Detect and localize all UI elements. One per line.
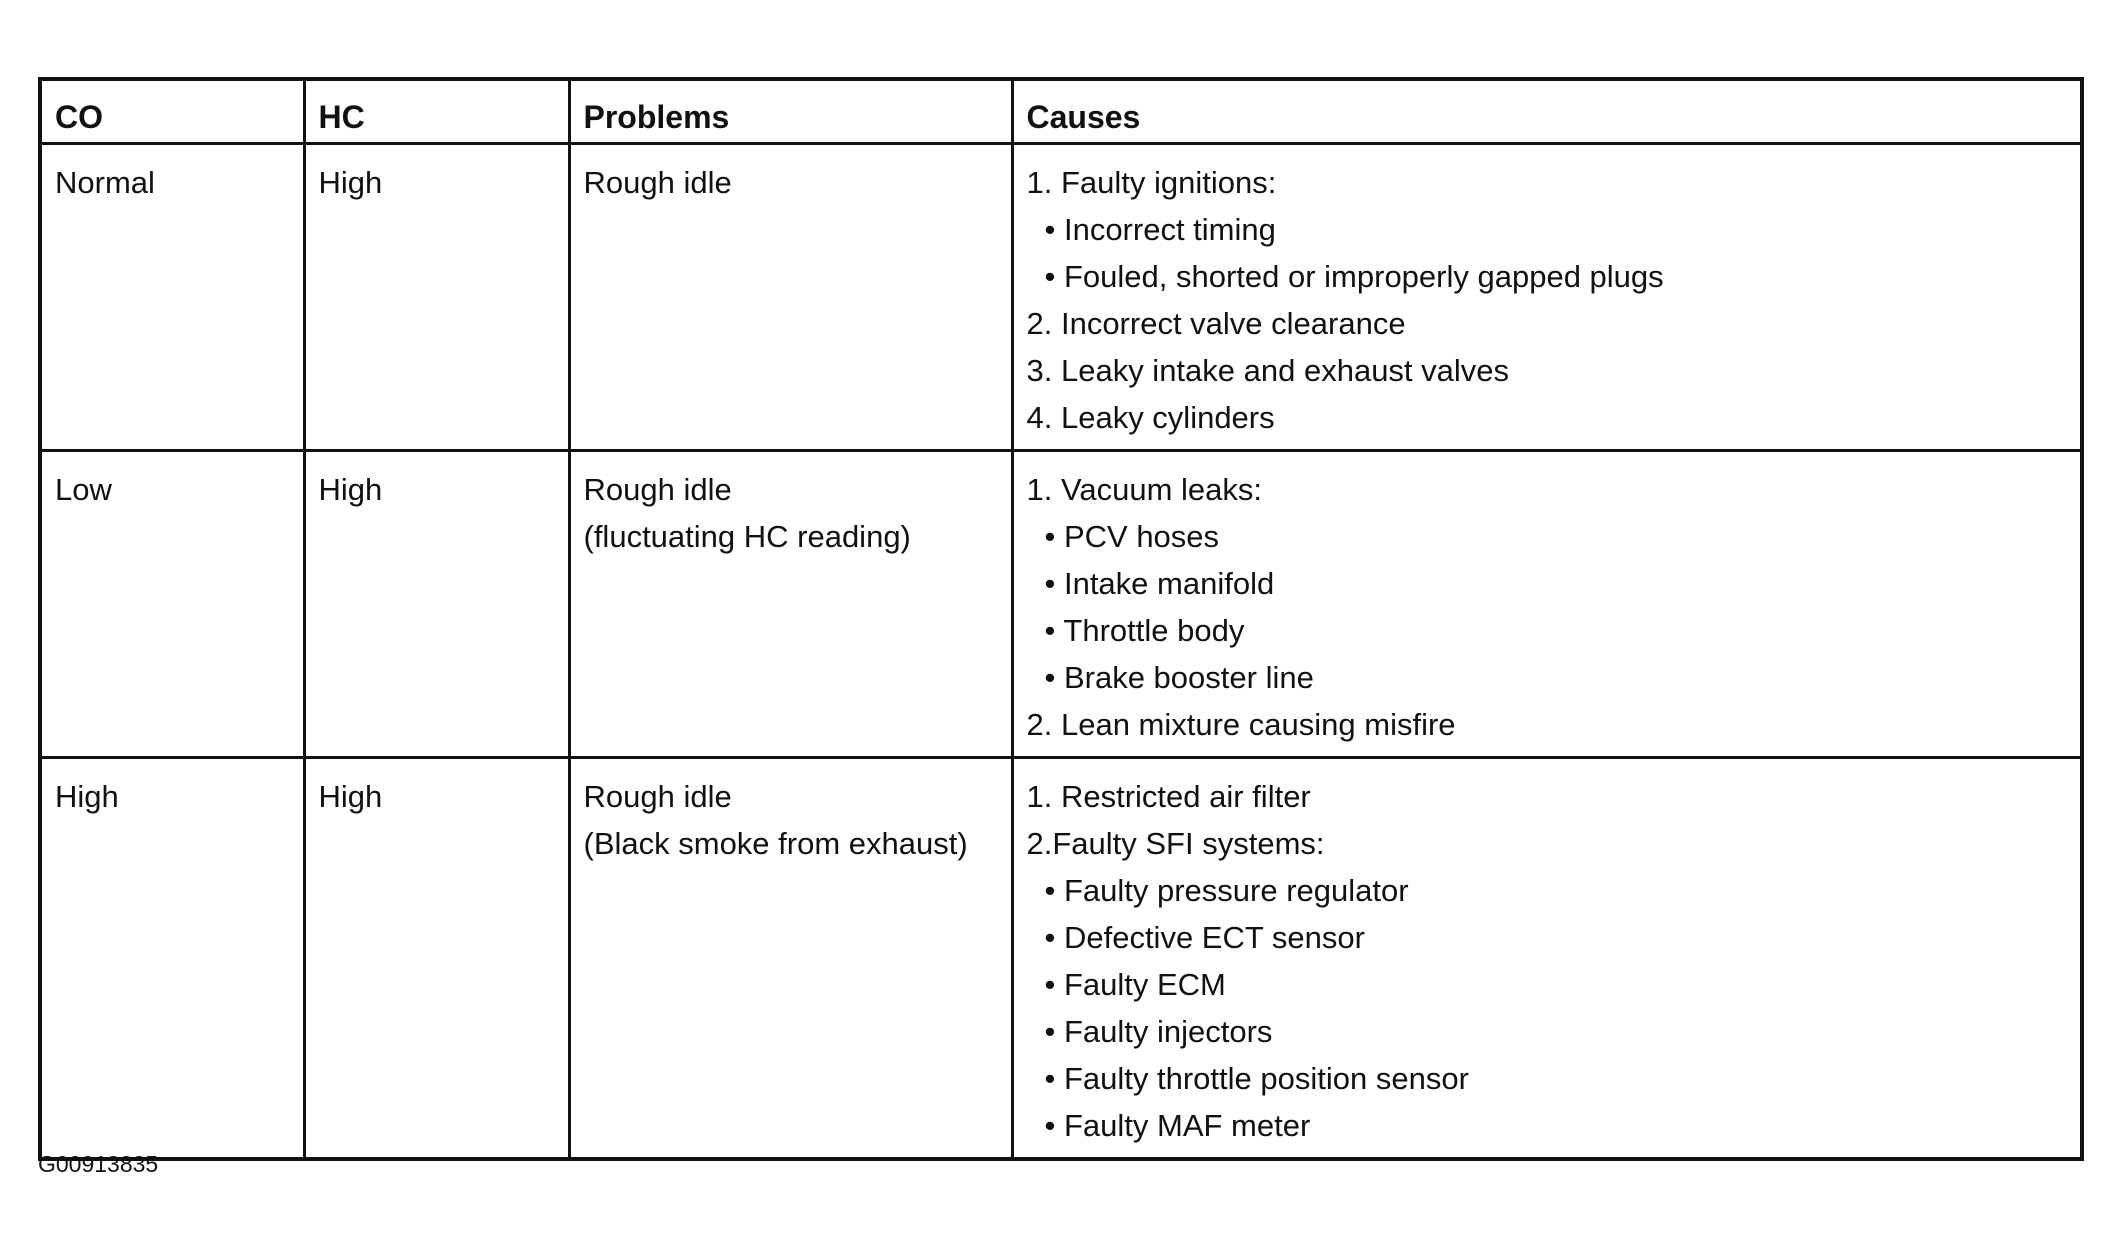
header-row (40, 79, 2082, 143)
cause-line: 1. Restricted air filter (1026, 778, 1311, 814)
causes-cell (1012, 143, 2082, 450)
cause-bullet: • Faulty ECM (1044, 966, 1226, 1002)
header-hc: HC (304, 79, 569, 143)
co-value: Normal (55, 164, 155, 200)
header-co: CO (40, 79, 304, 143)
hc-value: High (318, 164, 383, 200)
cause-bullet: • Defective ECT sensor (1044, 919, 1365, 955)
cause-bullet: • Incorrect timing (1044, 211, 1276, 247)
problem-line: Rough idle (583, 471, 732, 507)
header-causes: Causes (1012, 79, 2082, 143)
cause-bullet: • Brake booster line (1044, 659, 1314, 695)
cause-bullet: • Fouled, shorted or improperly gapped plugs (1044, 258, 1664, 294)
hc-value: High (318, 778, 383, 814)
cause-line: 2. Incorrect valve clearance (1026, 305, 1406, 341)
cause-line: 1. Faulty ignitions: (1026, 164, 1277, 200)
co-value: High (55, 778, 119, 814)
problems-cell (569, 450, 1012, 757)
problems-cell (569, 143, 1012, 450)
hc-cell (304, 143, 569, 450)
diagnosis-table (38, 77, 2084, 1161)
cause-line: 3. Leaky intake and exhaust valves (1026, 352, 1510, 388)
header-problems: Problems (569, 79, 1012, 143)
co-cell (40, 757, 304, 1159)
problem-line: Rough idle (583, 164, 732, 200)
co-cell (40, 143, 304, 450)
problem-line: (fluctuating HC reading) (583, 518, 911, 554)
cause-bullet: • Intake manifold (1044, 565, 1275, 601)
table-row (40, 143, 2082, 450)
problem-line: (Black smoke from exhaust) (583, 825, 968, 861)
cause-line: 2.Faulty SFI systems: (1026, 825, 1325, 861)
cause-bullet: • PCV hoses (1044, 518, 1220, 554)
cause-line: 2. Lean mixture causing misfire (1026, 706, 1456, 742)
co-value: Low (55, 471, 112, 507)
problems-cell (569, 757, 1012, 1159)
table-row (40, 450, 2082, 757)
causes-cell (1012, 450, 2082, 757)
figure-id: G00913835 (38, 1151, 159, 1177)
hc-cell (304, 450, 569, 757)
problem-line: Rough idle (583, 778, 732, 814)
cause-line: 4. Leaky cylinders (1026, 399, 1275, 435)
causes-cell (1012, 757, 2082, 1159)
cause-bullet: • Throttle body (1044, 612, 1245, 648)
cause-bullet: • Faulty pressure regulator (1044, 872, 1409, 908)
co-cell (40, 450, 304, 757)
cause-bullet: • Faulty MAF meter (1044, 1107, 1311, 1143)
cause-bullet: • Faulty injectors (1044, 1013, 1273, 1049)
cause-line: 1. Vacuum leaks: (1026, 471, 1262, 507)
hc-value: High (318, 471, 383, 507)
table-row (40, 757, 2082, 1159)
cause-bullet: • Faulty throttle position sensor (1044, 1060, 1469, 1096)
hc-cell (304, 757, 569, 1159)
